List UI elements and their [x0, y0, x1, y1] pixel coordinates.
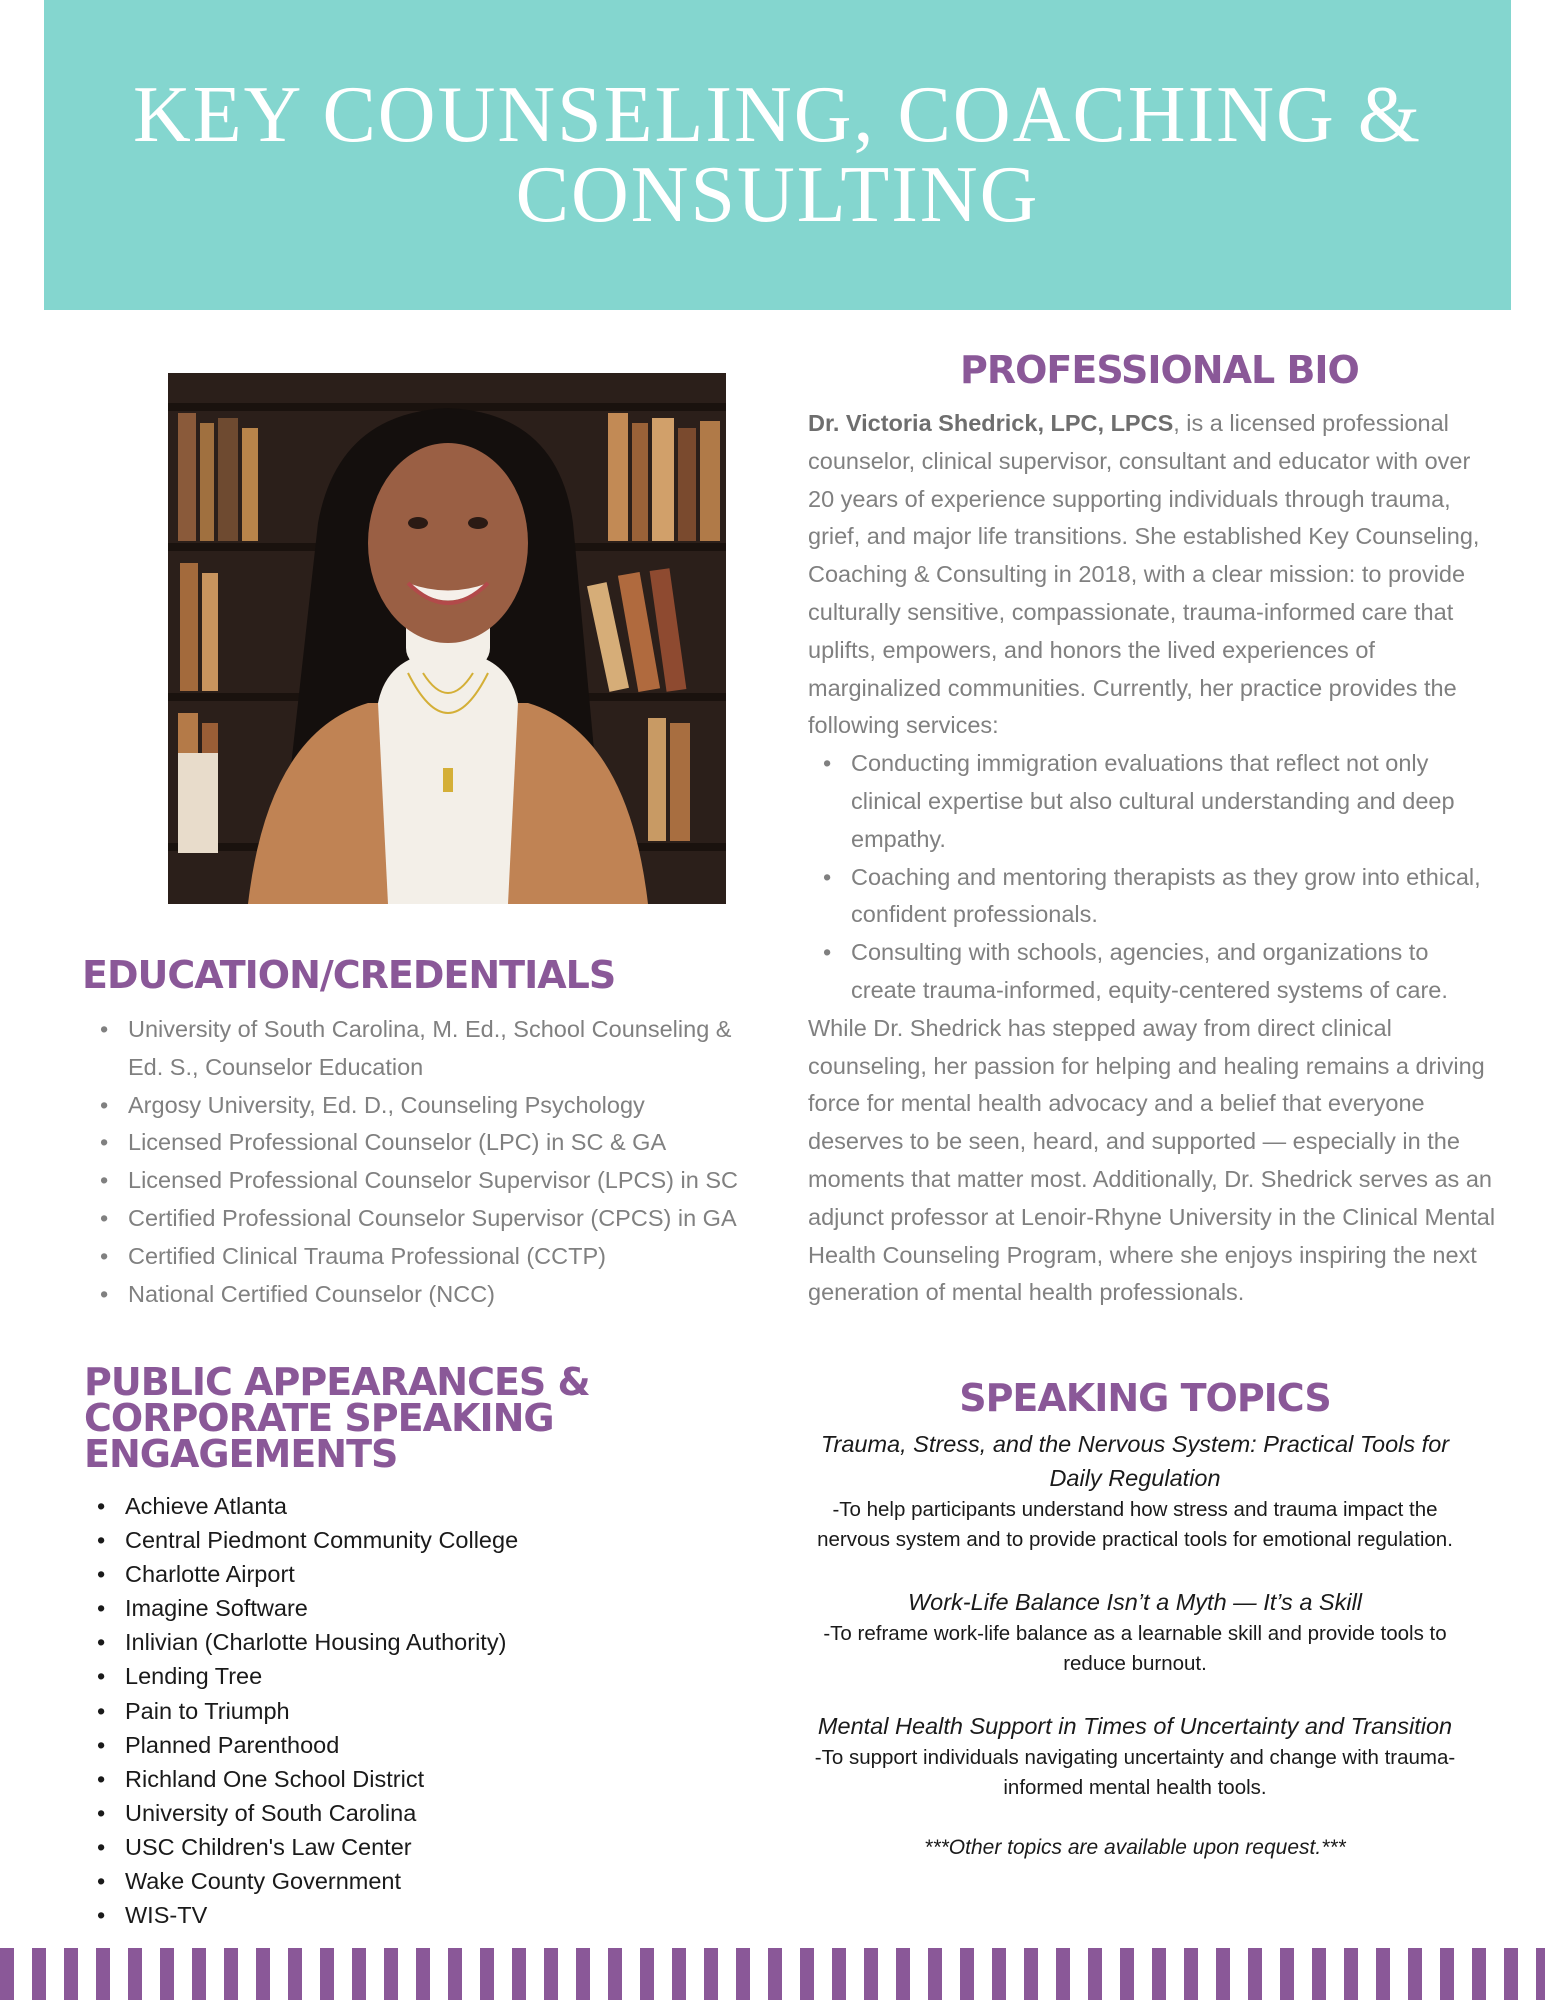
- topics-note: ***Other topics are available upon request.***: [924, 1836, 1346, 1859]
- appearance-item: • Charlotte Airport: [97, 1557, 617, 1591]
- topic-item: [800, 1585, 1470, 1679]
- appearance-item: • Central Piedmont Community College: [97, 1523, 617, 1557]
- appearance-item: • Wake County Government: [97, 1864, 617, 1898]
- service-item: • Coaching and mentoring therapists as they grow into ethical, confident professionals.: [851, 859, 1500, 935]
- education-item: • University of South Carolina, M. Ed., School Counseling & Ed. S., Counselor Education: [100, 1011, 760, 1087]
- topics-list: [800, 1427, 1470, 1863]
- footer-stripe-border: [0, 1948, 1545, 2000]
- bio-body: [808, 405, 1500, 1312]
- appearance-item: • Planned Parenthood: [97, 1728, 617, 1762]
- appearances-heading-line: ENGAGEMENTS: [84, 1432, 398, 1476]
- page-title: KEY COUNSELING, COACHING & CONSULTING: [133, 71, 1422, 239]
- services-list: [808, 745, 1500, 1010]
- appearance-item: • Pain to Triumph: [97, 1694, 617, 1728]
- appearance-item: • Inlivian (Charlotte Housing Authority): [97, 1625, 617, 1659]
- topics-heading: SPEAKING TOPICS: [959, 1376, 1331, 1420]
- education-item: • National Certified Counselor (NCC): [100, 1276, 760, 1314]
- service-item: • Consulting with schools, agencies, and organizations to create trauma-informed, equity-centered systems of care.: [851, 934, 1500, 1010]
- topic-title: Work-Life Balance Isn’t a Myth — It’s a Skill: [907, 1589, 1363, 1615]
- appearances-heading-line: CORPORATE SPEAKING: [84, 1396, 554, 1440]
- appearance-item: • WIS-TV: [97, 1898, 617, 1932]
- education-heading: EDUCATION/CREDENTIALS: [82, 953, 616, 997]
- topic-title: Trauma, Stress, and the Nervous System: Practical Tools for Daily Regulation: [820, 1431, 1450, 1491]
- appearance-item: • Richland One School District: [97, 1762, 617, 1796]
- bio-name: Dr. Victoria Shedrick, LPC, LPCS: [808, 410, 1174, 436]
- appearance-item: • USC Children's Law Center: [97, 1830, 617, 1864]
- header-banner: [44, 0, 1511, 310]
- topic-description: -To reframe work-life balance as a learnable skill and provide tools to reduce burnout.: [823, 1622, 1447, 1675]
- appearances-heading-line: PUBLIC APPEARANCES &: [84, 1360, 590, 1404]
- bio-intro-text: , is a licensed professional counselor, clinical supervisor, consultant and educator with over 20 years of experience supporting individuals through trauma, grief, and major life transitions. She established Key Counseling, Coaching & Consulting in 2018, with a clear mission: to provide culturally sensitive, compassionate, trauma-informed care that uplifts, empowers, and honors the lived experiences of marginalized communities. Currently, her practice provides the following services:: [808, 410, 1480, 739]
- appearances-list: [97, 1489, 617, 1932]
- topic-description: -To support individuals navigating uncertainty and change with trauma-informed mental health tools.: [814, 1746, 1456, 1799]
- bio-intro: [808, 405, 1500, 745]
- education-list: [100, 1011, 760, 1313]
- education-item: • Licensed Professional Counselor Supervisor (LPCS) in SC: [100, 1162, 760, 1200]
- education-item: • Certified Professional Counselor Supervisor (CPCS) in GA: [100, 1200, 760, 1238]
- portrait-illustration: [168, 373, 726, 904]
- appearance-item: • Lending Tree: [97, 1659, 617, 1693]
- appearances-heading: [84, 1360, 724, 1476]
- topic-item: [800, 1427, 1470, 1555]
- topic-description: -To help participants understand how stress and trauma impact the nervous system and to provide practical tools for emotional regulation.: [817, 1498, 1453, 1551]
- portrait-photo: [168, 373, 726, 904]
- education-item: • Licensed Professional Counselor (LPC) in SC & GA: [100, 1124, 760, 1162]
- appearance-item: • Imagine Software: [97, 1591, 617, 1625]
- education-item: • Certified Clinical Trauma Professional (CCTP): [100, 1238, 760, 1276]
- service-item: • Conducting immigration evaluations that reflect not only clinical expertise but also cultural understanding and deep empathy.: [851, 745, 1500, 858]
- bio-closing: While Dr. Shedrick has stepped away from direct clinical counseling, her passion for helping and healing remains a driving force for mental health advocacy and a belief that everyone deserves to be seen, heard, and supported — especially in the moments that matter most. Additionally, Dr. Shedrick serves as an adjunct professor at Lenoir-Rhyne University in the Clinical Mental Health Counseling Program, where she enjoys inspiring the next generation of mental health professionals.: [808, 1014, 1496, 1306]
- topic-title: Mental Health Support in Times of Uncertainty and Transition: [817, 1713, 1453, 1739]
- education-item: • Argosy University, Ed. D., Counseling Psychology: [100, 1087, 760, 1125]
- appearance-item: • Achieve Atlanta: [97, 1489, 617, 1523]
- topic-item: [800, 1709, 1470, 1803]
- appearance-item: • University of South Carolina: [97, 1796, 617, 1830]
- bio-heading: PROFESSIONAL BIO: [960, 348, 1359, 392]
